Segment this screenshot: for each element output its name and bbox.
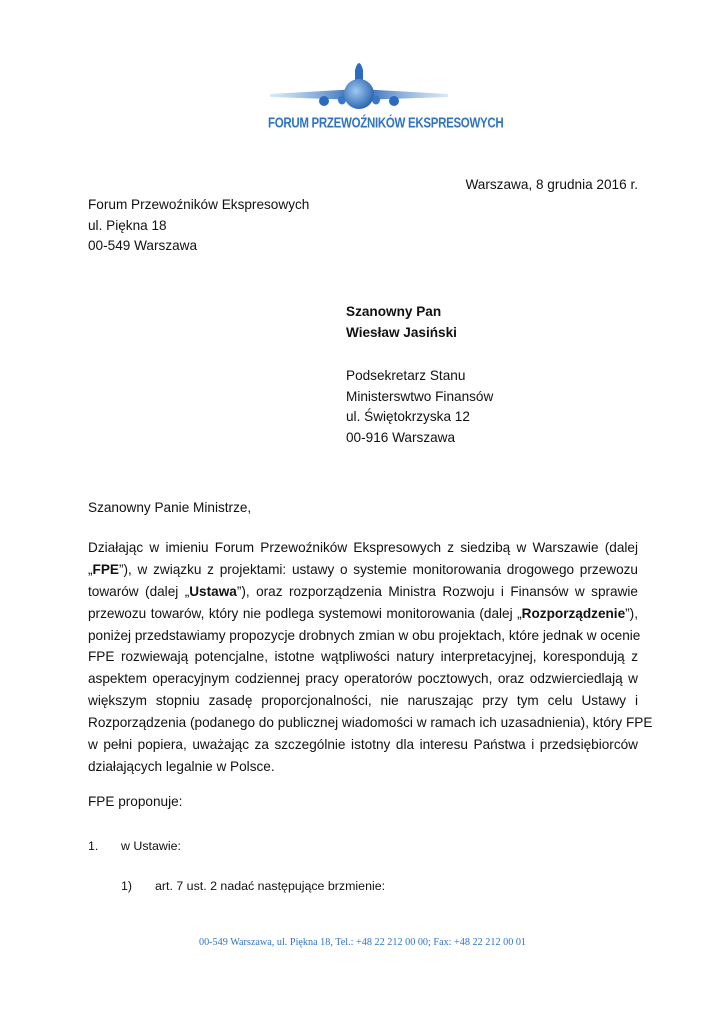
- sender-address: [88, 195, 309, 257]
- recipient-address-line: Ministerswtwo Finansów: [346, 388, 494, 404]
- salutation: Szanowny Panie Ministrze,: [88, 500, 252, 515]
- list-item: [88, 836, 181, 856]
- body-line: większym stopniu zasadę proporcjonalności, nie naruszając przy tym celu Ustawy i: [88, 693, 638, 709]
- list-text: w Ustawie:: [121, 839, 181, 853]
- body-text: przewozu towarów, który nie podlega systemowi monitorowania (dalej „: [88, 605, 522, 621]
- recipient-address-line: ul. Świętokrzyska 12: [346, 409, 470, 424]
- recipient-address-line: Podsekretarz Stanu: [346, 368, 466, 383]
- body-line: [88, 559, 638, 581]
- body-line: poniżej przedstawiamy propozycje drobnych zmian w obu projektach, które jednak w ocenie: [88, 627, 641, 643]
- body-line: w pełni popiera, uważając za szczególnie istotny dla interesu Państwa i przedsiębiorców: [88, 737, 638, 753]
- letter-body: [88, 537, 653, 778]
- body-text: ”), w związku z projektami: ustawy o systemie monitorowania drogowego przewozu: [118, 561, 638, 577]
- logo-text: FORUM PRZEWOŹNIKÓW EKSPRESOWYCH: [268, 116, 504, 131]
- fpe-logo: [268, 56, 504, 136]
- recipient-line: Wiesław Jasiński: [346, 324, 457, 340]
- body-line: FPE rozwiewają potencjalne, istotne wątpliwości natury interpretacyjnej, korespondują z: [88, 649, 638, 665]
- page-footer: 00-549 Warszawa, ul. Piękna 18, Tel.: +48 22 212 00 00; Fax: +48 22 212 00 01: [198, 937, 527, 948]
- body-text: „: [88, 561, 93, 577]
- body-line: aspektem operacyjnym codziennej pracy operatorów pocztowych, oraz odzwierciedlają w: [88, 671, 638, 687]
- sender-line: ul. Piękna 18: [88, 217, 167, 233]
- recipient-name: [346, 302, 457, 343]
- sender-line: 00-549 Warszawa: [88, 238, 198, 253]
- defined-term-fpe: FPE: [92, 561, 119, 577]
- recipient-address-line: 00-916 Warszawa: [346, 429, 456, 445]
- list-number: 1.: [88, 839, 99, 853]
- list-subitem: [121, 876, 385, 896]
- list-text: art. 7 ust. 2 nadać następujące brzmienie:: [155, 879, 386, 893]
- body-text: ”), oraz rozporządzenia Ministra Rozwoju i Finansów w sprawie: [236, 583, 638, 599]
- airplane-icon: [268, 56, 450, 116]
- proposal-intro: FPE proponuje:: [88, 794, 183, 809]
- recipient-address: [346, 366, 493, 448]
- defined-term-ustawa: Ustawa: [189, 583, 237, 599]
- body-text: ”),: [625, 605, 638, 621]
- list-number: 1): [121, 879, 133, 893]
- body-line: działających legalnie w Polsce.: [88, 758, 275, 774]
- recipient-line: Szanowny Pan: [346, 304, 442, 319]
- body-line: Działając w imieniu Forum Przewoźników Ekspresowych z siedzibą w Warszawie (dalej: [88, 540, 638, 555]
- letter-date: Warszawa, 8 grudnia 2016 r.: [465, 177, 638, 192]
- defined-term-rozporzadzenie: Rozporządzenie: [521, 605, 626, 621]
- body-line: [88, 581, 638, 603]
- sender-line: Forum Przewoźników Ekspresowych: [88, 197, 310, 212]
- body-line: [88, 603, 638, 625]
- body-text: towarów (dalej „: [88, 583, 190, 599]
- body-line: Rozporządzenia (podanego do publicznej wiadomości w ramach ich uzasadnienia), który FPE: [88, 715, 653, 731]
